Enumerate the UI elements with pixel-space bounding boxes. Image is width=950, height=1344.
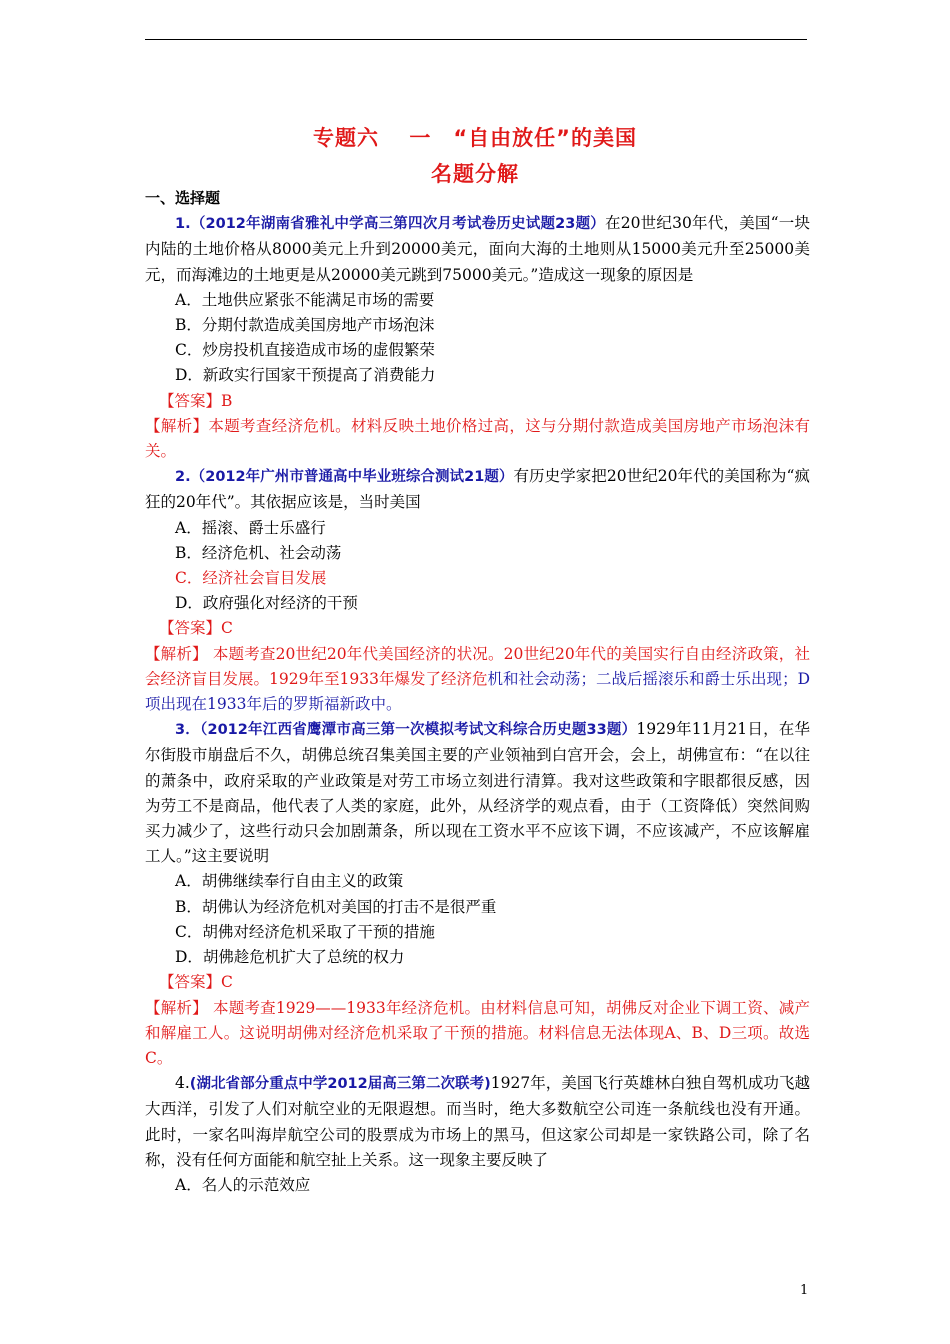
analysis [145,996,810,1072]
answer: 【答案】C [159,973,233,992]
analysis [145,414,810,464]
analysis-text: 本题考查经济危机。材料反映土地价格过高，这与分期付款造成美国房地产市场泡沫有关。 [145,416,810,461]
option-a: A．摇滚、爵士乐盛行 [175,518,326,537]
analysis-text: 本题考查1929——1933年经济危机。由材料信息可知，胡佛反对企业下调工资、减产和解雇工人。这说明胡佛对经济危机采取了干预的措施。材料信息无法体现A、B、D三项。故选C。 [145,998,810,1067]
analysis-label: 【解析】 [145,998,208,1017]
question-source: 3．（2012年江西省鹰潭市高三第一次模拟考试文科综合历史题33题） [175,722,637,739]
question-1 [145,211,810,464]
page-subtitle: 名题分解 [431,162,519,186]
option-b: B．经济危机、社会动荡 [175,543,342,562]
answer: 【答案】C [159,619,233,638]
answer: 【答案】B [159,391,233,410]
question-3 [145,717,810,1071]
option-b: B．分期付款造成美国房地产市场泡沫 [175,316,435,335]
option-a: A．名人的示范效应 [175,1175,311,1194]
option-c: C．胡佛对经济危机采取了干预的措施 [175,922,435,941]
option-b: B．胡佛认为经济危机对美国的打击不是很严重 [175,897,497,916]
option-c: C．炒房投机直接造成市场的虚假繁荣 [175,341,435,360]
question-2 [145,464,810,717]
option-d: D．胡佛趁危机扩大了总统的权力 [175,948,405,967]
analysis-text-blue: 机和社会动荡；二战后摇滚乐和爵士乐出现；D项出现在1933年后的罗斯福新政中。 [145,669,810,714]
option-d: D．新政实行国家干预提高了消费能力 [175,366,436,385]
option-a: A．土地供应紧张不能满足市场的需要 [175,290,435,309]
option-d: D．政府强化对经济的干预 [175,594,358,613]
header-rule [145,39,807,40]
question-source: 2.（2012年广州市普通高中毕业班综合测试21题） [175,469,514,486]
question-stem: 有历史学家把20世纪20年代的美国称为“疯狂的20年代”。其依据应该是，当时美国 [145,467,810,512]
analysis [145,642,810,718]
question-stem: 在20世纪30年代，美国“一块内陆的土地价格从8000美元上升到20000美元，面向大海的土地则从15000美元升至25000美元，而海滩边的土地更是从20000美元跳到75000美元。”造成这一现象的原因是 [145,214,810,284]
analysis-label: 【解析】 [145,644,208,663]
question-number: 4. [175,1074,190,1093]
analysis-text: 本题考查20世纪20年代美国经济的状况。20世纪20年代的美国实行自由经济政策，社会经济盲目发展。1929年至1933年爆发了经济危 [145,644,810,688]
question-stem: 1927年，美国飞行英雄林白独自驾机成功飞越大西洋，引发了人们对航空业的无限遐想。而当时，绝大多数航空公司连一条航线也没有开通。此时，一家名叫海岸航空公司的股票成为市场上的黑马，但这家公司却是一家铁路公司，除了名称，没有任何方面能和航空扯上关系。这一现象主要反映了 [145,1074,810,1169]
analysis-label: 【解析】 [145,416,209,435]
section-heading: 一、选择题 [145,189,221,207]
option-a: A．胡佛继续奉行自由主义的政策 [175,872,404,891]
question-source: 1.（2012年湖南省雅礼中学高三第四次月考试卷历史试题23题） [175,216,606,233]
question-source: (湖北省部分重点中学2012届高三第二次联考) [189,1076,491,1093]
question-stem: 1929年11月21日，在华尔街股市崩盘后不久，胡佛总统召集美国主要的产业领袖到白宫开会，会上，胡佛宣布：“在以往的萧条中，政府采取的产业政策是对劳工市场立刻进行清算。我对这些政策和字眼都很反感，因为劳工不是商品，他代表了人类的家庭，此外，从经济学的观点看，由于（工资降低）突然间购买力减少了，这些行动只会加剧萧条，所以现在工资水平不应该下调，不应该减产，不应该解雇工人。”这主要说明 [145,720,810,866]
page-title: 专题六 一 “自由放任”的美国 [313,126,637,150]
document-body [145,186,810,1198]
option-c: C．经济社会盲目发展 [175,569,327,588]
page-number: 1 [800,1283,809,1298]
question-4 [145,1071,810,1198]
